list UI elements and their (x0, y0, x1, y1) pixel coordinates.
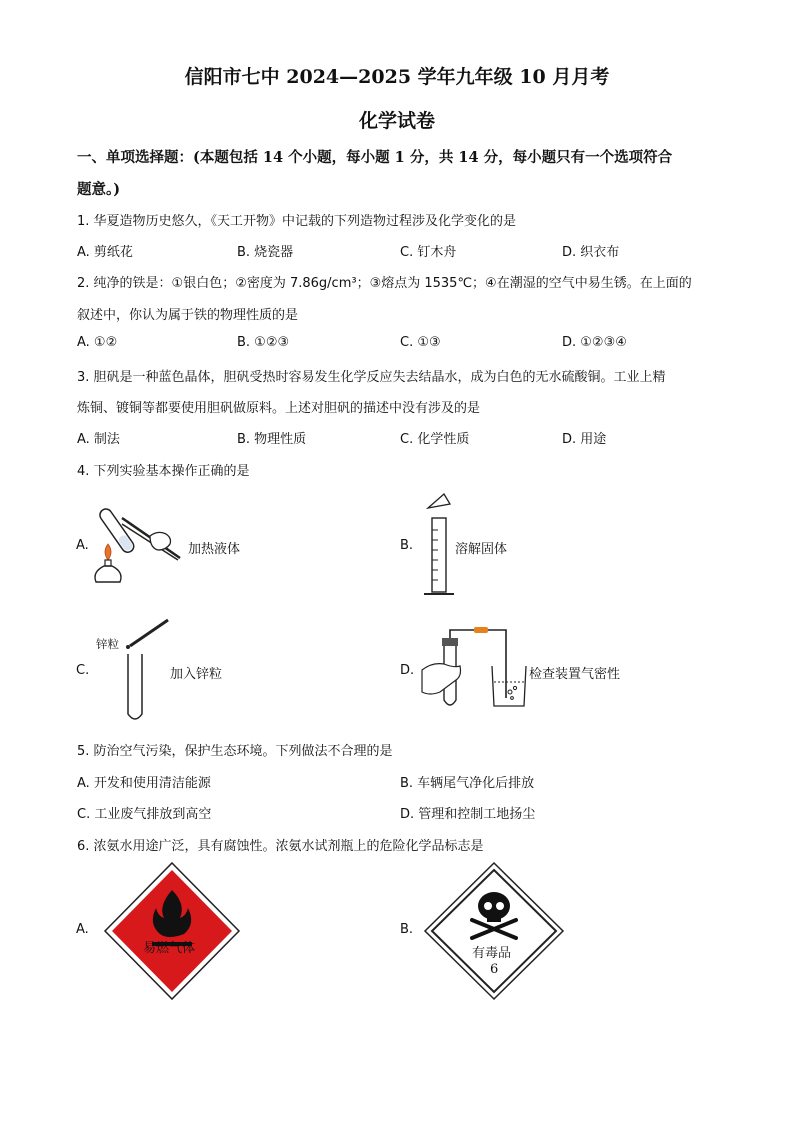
section-heading-line2: 题意。) (77, 181, 121, 198)
q6-letter-a: A. (76, 922, 89, 937)
q1-stem: 1. 华夏造物历史悠久，《天工开物》中记载的下列造物过程涉及化学变化的是 (77, 214, 517, 229)
q4-letter-a: A. (76, 538, 89, 553)
q5-option-a: A. 开发和使用清洁能源 (77, 776, 211, 791)
section-heading-line1: 一、单项选择题：(本题包括 14 个小题，每小题 1 分，共 14 分，每小题只有一个选项符合 (77, 149, 673, 166)
q4-caption-b: 溶解固体 (455, 542, 508, 557)
q3-option-d: D. 用途 (562, 432, 607, 447)
q1-option-a: A. 剪纸花 (77, 245, 133, 260)
page-title: 信阳市七中 2024—2025 学年九年级 10 月月考 (184, 66, 610, 88)
toxic-sign-text: 有毒品 (472, 946, 512, 961)
q5-stem: 5. 防治空气污染，保护生态环境。下列做法不合理的是 (77, 744, 393, 759)
flammable-gas-text: 易燃气体 (143, 941, 196, 956)
airtightness-illustration (420, 626, 530, 712)
q4-caption-d: 检查装置气密性 (529, 667, 621, 682)
q3-stem-line2: 炼铜、镀铜等都要使用胆矾做原料。上述对胆矾的描述中没有涉及的是 (77, 401, 481, 416)
q4-letter-b: B. (400, 538, 414, 553)
page-subtitle: 化学试卷 (358, 110, 435, 132)
measuring-cylinder-illustration (418, 490, 458, 602)
q2-option-c: C. ①③ (400, 335, 441, 350)
toxic-sign-number: 6 (490, 962, 499, 977)
q3-option-c: C. 化学性质 (400, 432, 470, 447)
heating-liquid-illustration (92, 498, 192, 584)
q2-stem-line1: 2. 纯净的铁是：①银白色；②密度为 7.86g/cm³；③熔点为 1535℃；④在潮湿的空气中易生锈。在上面的 (77, 276, 692, 291)
q4-caption-c: 加入锌粒 (170, 667, 223, 682)
zinc-label: 锌粒 (96, 637, 119, 651)
q3-option-b: B. 物理性质 (237, 432, 307, 447)
q4-letter-d: D. (400, 663, 415, 678)
q4-letter-c: C. (76, 663, 90, 678)
q2-option-d: D. ①②③④ (562, 335, 627, 350)
q2-option-b: B. ①②③ (237, 335, 290, 350)
q1-option-d: D. 织衣布 (562, 245, 620, 260)
q5-option-c: C. 工业废气排放到高空 (77, 807, 212, 822)
q4-caption-a: 加热液体 (188, 542, 241, 557)
q5-option-b: B. 车辆尾气净化后排放 (400, 776, 535, 791)
flammable-gas-sign (104, 862, 240, 1000)
q1-option-c: C. 钉木舟 (400, 245, 457, 260)
toxic-sign (424, 862, 564, 1000)
q3-stem-line1: 3. 胆矾是一种蓝色晶体，胆矾受热时容易发生化学反应失去结晶水，成为白色的无水硫酸铜。工业上精 (77, 370, 666, 385)
q6-letter-b: B. (400, 922, 414, 937)
q2-stem-line2: 叙述中，你认为属于铁的物理性质的是 (77, 308, 299, 323)
q6-stem: 6. 浓氨水用途广泛，具有腐蚀性。浓氨水试剂瓶上的危险化学品标志是 (77, 839, 484, 854)
q1-option-b: B. 烧瓷器 (237, 245, 294, 260)
q4-stem: 4. 下列实验基本操作正确的是 (77, 464, 250, 479)
q3-option-a: A. 制法 (77, 432, 120, 447)
q2-option-a: A. ①② (77, 335, 118, 350)
q5-option-d: D. 管理和控制工地扬尘 (400, 807, 536, 822)
